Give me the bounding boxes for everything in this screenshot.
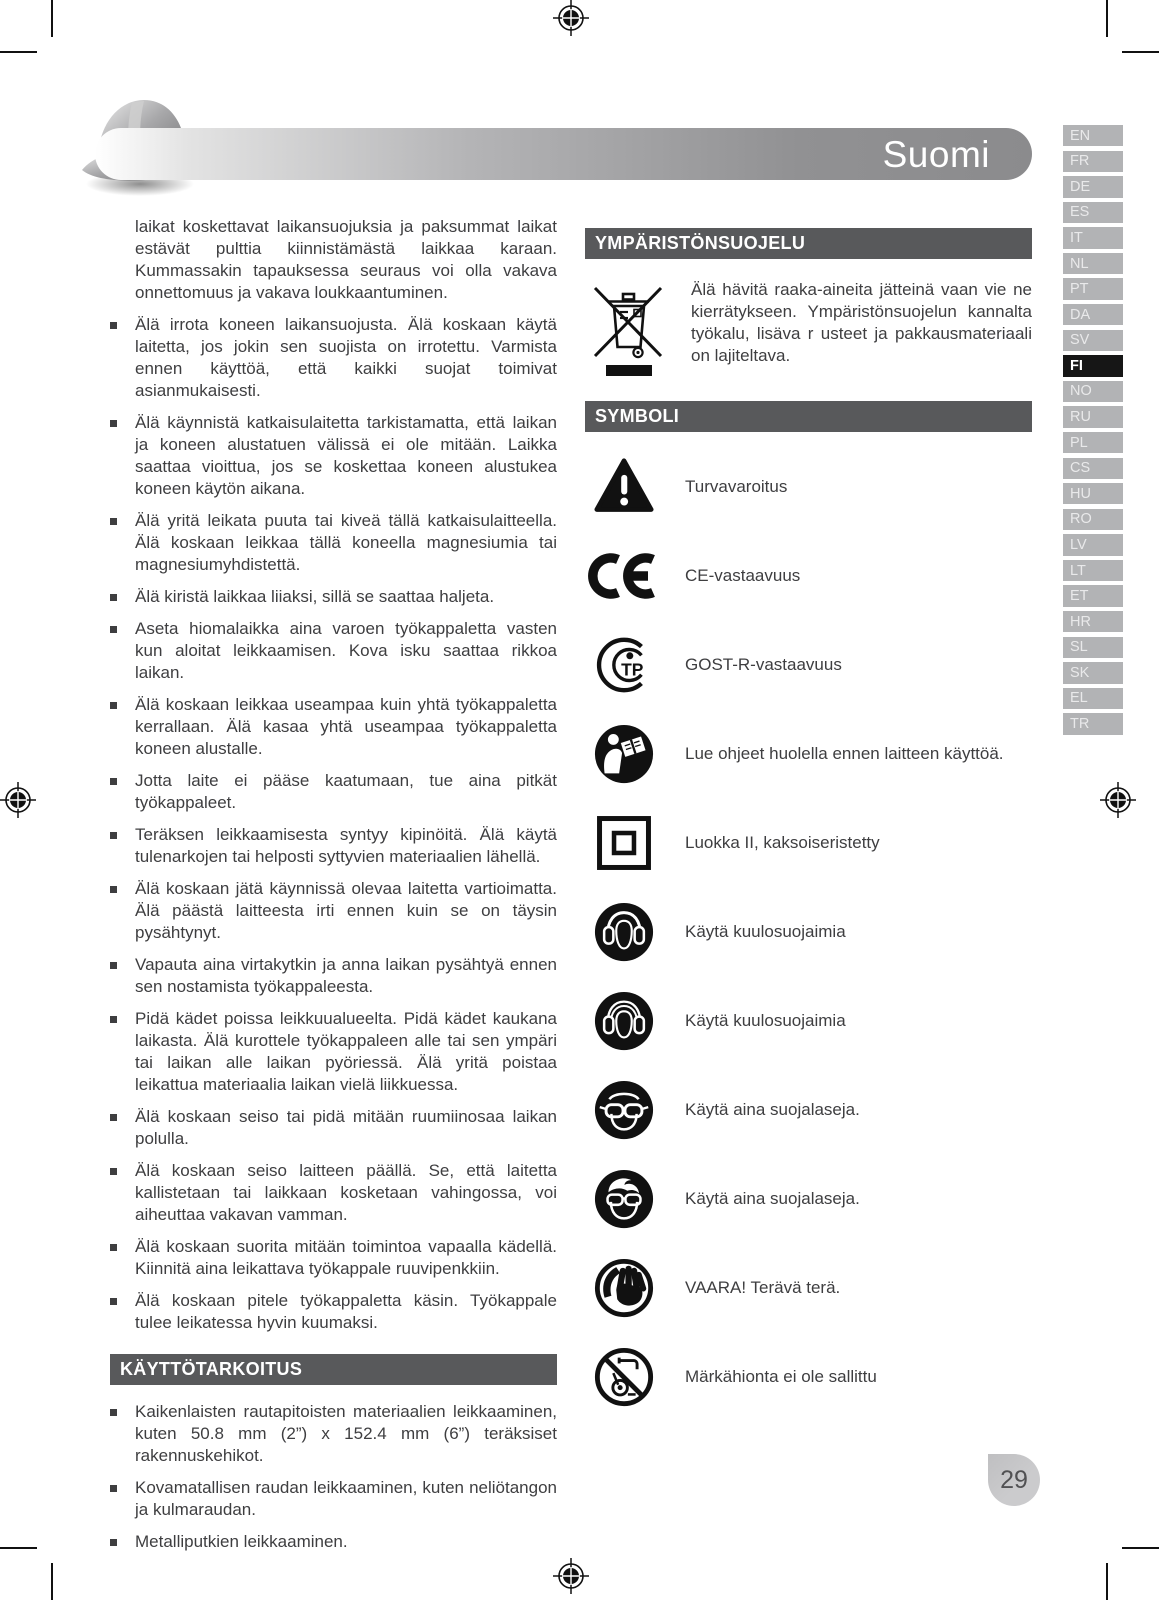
safety-bullet-text: Älä koskaan suorita mitään toimintoa vapaalla kädellä. Kiinnitä aina leikattava työkappale ruuvipenkkiin. xyxy=(135,1237,557,1278)
language-sidebar xyxy=(1063,125,1123,735)
language-tab: HU xyxy=(1063,483,1123,504)
language-tab: SL xyxy=(1063,637,1123,658)
crop-mark xyxy=(1106,1563,1108,1600)
registration-mark-icon xyxy=(553,1558,589,1594)
safety-bullet-item xyxy=(110,586,557,608)
safety-instructions-column xyxy=(110,216,557,1563)
bullet-square-icon xyxy=(110,1409,117,1416)
safety-bullet-text: Älä kiristä laikkaa liiaksi, sillä se saattaa haljeta. xyxy=(135,587,495,606)
symbol-row xyxy=(585,798,1032,887)
language-tab: ET xyxy=(1063,585,1123,606)
crop-mark xyxy=(0,51,37,53)
language-tab: NO xyxy=(1063,381,1123,402)
registration-mark-icon xyxy=(553,0,589,36)
safety-glasses-icon xyxy=(585,1168,663,1230)
usage-bullet-text: Kaikenlaisten rautapitoisten materiaalien leikkaaminen, kuten 50.8 mm (2”) x 152.4 mm (6”) teräksiset rakennuskehikot. xyxy=(135,1402,557,1465)
symbol-row xyxy=(585,1154,1032,1243)
safety-bullet-text: Älä käynnistä katkaisulaitetta tarkistamatta, että laikan ja koneen alustatuen välissä ei ole mitään. Laikka saattaa vioittua, jos se koskettaa koneen alustukea koneen käytön aikana. xyxy=(135,413,557,498)
safety-bullet-text: Älä koskaan seiso tai pidä mitään ruumiinosaa laikan polulla. xyxy=(135,1107,557,1148)
crop-mark xyxy=(51,0,53,37)
bullet-square-icon xyxy=(110,420,117,427)
safety-bullet-text: Teräksen leikkaamisesta syntyy kipinöitä. Älä käytä tulenarkojen tai helposti syttyvien materiaalien lähellä. xyxy=(135,825,557,866)
symbol-row xyxy=(585,531,1032,620)
language-tab: EL xyxy=(1063,688,1123,709)
crop-mark xyxy=(0,1547,37,1549)
safety-bullet-text: Älä yritä leikata puuta tai kiveä tällä katkaisulaitteella. Älä koskaan leikkaa tällä koneella magnesiumia tai magnesiumyhdistettä. xyxy=(135,511,557,574)
symbols-section-header: SYMBOLI xyxy=(585,401,1032,432)
symbol-label: Luokka II, kaksoiseristetty xyxy=(685,832,880,852)
symbol-row xyxy=(585,976,1032,1065)
language-tab: FR xyxy=(1063,151,1123,172)
environment-section-header: YMPÄRISTÖNSUOJELU xyxy=(585,228,1032,259)
language-tab: HR xyxy=(1063,611,1123,632)
safety-bullet-text: Vapauta aina virtakytkin ja anna laikan pysähtyä ennen sen nostamista työkappaleesta. xyxy=(135,955,557,996)
safety-bullet-item xyxy=(110,1236,557,1280)
safety-bullet-text: Älä koskaan pitele työkappaletta käsin. Työkappale tulee leikatessa hyvin kuumaksi. xyxy=(135,1291,557,1332)
crop-mark xyxy=(1122,51,1159,53)
warning-triangle-icon xyxy=(585,457,663,517)
usage-bullet-item xyxy=(110,1477,557,1521)
ce-mark-icon xyxy=(585,553,663,599)
bullet-square-icon xyxy=(110,1244,117,1251)
language-tab: LV xyxy=(1063,534,1123,555)
bullet-square-icon xyxy=(110,1114,117,1121)
symbol-label: Turvavaroitus xyxy=(685,476,788,496)
symbol-label: Lue ohjeet huolella ennen laitteen käyttöä. xyxy=(685,743,1004,763)
page-header-banner xyxy=(95,128,1032,180)
symbol-label: VAARA! Terävä terä. xyxy=(685,1277,841,1297)
page-number-badge xyxy=(988,1454,1040,1506)
symbol-row xyxy=(585,1332,1032,1421)
language-tab: ES xyxy=(1063,202,1123,223)
language-tab: PL xyxy=(1063,432,1123,453)
safety-bullet-list xyxy=(110,314,557,1334)
usage-bullet-item xyxy=(110,1401,557,1467)
symbol-label: CE-vastaavuus xyxy=(685,565,801,585)
bullet-square-icon xyxy=(110,1298,117,1305)
language-tab: LT xyxy=(1063,560,1123,581)
bullet-square-icon xyxy=(110,778,117,785)
symbol-label: Käytä aina suojalaseja. xyxy=(685,1099,860,1119)
ear-protection-icon xyxy=(585,901,663,963)
language-tab: DE xyxy=(1063,176,1123,197)
symbol-row xyxy=(585,887,1032,976)
language-tab: IT xyxy=(1063,227,1123,248)
bullet-square-icon xyxy=(110,702,117,709)
bullet-square-icon xyxy=(110,962,117,969)
environment-row xyxy=(585,279,1032,377)
read-manual-icon xyxy=(585,723,663,785)
registration-mark-icon xyxy=(1100,782,1136,818)
language-tab: RO xyxy=(1063,509,1123,530)
symbol-label: Käytä kuulosuojaimia xyxy=(685,1010,846,1030)
bullet-square-icon xyxy=(110,1016,117,1023)
safety-bullet-item xyxy=(110,1160,557,1226)
usage-bullet-list xyxy=(110,1401,557,1553)
language-tab: EN xyxy=(1063,125,1123,146)
language-tab: SV xyxy=(1063,330,1123,351)
safety-bullet-item xyxy=(110,694,557,760)
language-tab: FI xyxy=(1063,355,1123,376)
symbol-label: Märkähionta ei ole sallittu xyxy=(685,1366,877,1386)
page-title: Suomi xyxy=(882,133,990,175)
class-ii-double-insulated-icon xyxy=(585,814,663,872)
safety-bullet-text: Älä koskaan seiso laitteen päällä. Se, että laitetta kallistetaan tai laikkaan kosketaan vahingossa, voi aiheuttaa vakavan vamman. xyxy=(135,1161,557,1224)
safety-bullet-item xyxy=(110,770,557,814)
language-tab: CS xyxy=(1063,458,1123,479)
usage-bullet-text: Metalliputkien leikkaaminen. xyxy=(135,1532,348,1551)
symbol-row xyxy=(585,442,1032,531)
symbols-column xyxy=(585,228,1032,1421)
symbol-row xyxy=(585,1243,1032,1332)
safety-bullet-text: Pidä kädet poissa leikkuualueelta. Pidä kädet kaukana laikasta. Älä kurottele työkappaleen alle tai sen ympäri tai laikan alle laikan pyöriessä. Älä yritä poistaa leikattua materiaalia laikan vielä liikkuessa. xyxy=(135,1009,557,1094)
bullet-square-icon xyxy=(110,886,117,893)
weee-crossed-bin-icon xyxy=(593,281,665,377)
symbol-label: Käytä kuulosuojaimia xyxy=(685,921,846,941)
safety-bullet-item xyxy=(110,412,557,500)
sharp-blade-hand-icon xyxy=(585,1257,663,1319)
bullet-square-icon xyxy=(110,1168,117,1175)
language-tab: RU xyxy=(1063,406,1123,427)
ear-protection-headband-icon xyxy=(585,990,663,1052)
registration-mark-icon xyxy=(0,782,36,818)
usage-bullet-text: Kovamatallisen raudan leikkaaminen, kuten neliötangon ja kulmaraudan. xyxy=(135,1478,557,1519)
safety-bullet-item xyxy=(110,314,557,402)
safety-bullet-item xyxy=(110,954,557,998)
environment-text: Älä hävitä raaka-aineita jätteinä vaan vie ne kierrätykseen. Ympäristönsuojelun kannalta työkalu, lisäva r usteet ja pakkausmateriaali on lajiteltava. xyxy=(691,280,1032,365)
crop-mark xyxy=(51,1563,53,1600)
usage-bullet-item xyxy=(110,1531,557,1553)
safety-bullet-item xyxy=(110,1290,557,1334)
crop-mark xyxy=(1106,0,1108,37)
safety-bullet-item xyxy=(110,824,557,868)
bullet-square-icon xyxy=(110,518,117,525)
safety-bullet-item xyxy=(110,510,557,576)
usage-section-header: KÄYTTÖTARKOITUS xyxy=(110,1354,557,1385)
safety-bullet-text: Jotta laite ei pääse kaatumaan, tue aina pitkät työkappaleet. xyxy=(135,771,557,812)
language-tab: SK xyxy=(1063,662,1123,683)
symbol-label: GOST-R-vastaavuus xyxy=(685,654,842,674)
bullet-square-icon xyxy=(110,1485,117,1492)
safety-bullet-item xyxy=(110,1106,557,1150)
safety-bullet-item xyxy=(110,1008,557,1096)
gost-r-icon xyxy=(585,634,663,696)
safety-bullet-text: Älä irrota koneen laikansuojusta. Älä koskaan käytä laitetta, jos jokin sen suojista on irrotettu. Varmista ennen käyttöä, että kaikki suojat toimivat asianmukaisesti. xyxy=(135,315,557,400)
safety-bullet-item xyxy=(110,878,557,944)
bullet-square-icon xyxy=(110,322,117,329)
bullet-square-icon xyxy=(110,594,117,601)
svg-text:TP: TP xyxy=(621,659,644,680)
symbol-row xyxy=(585,620,1032,709)
safety-bullet-text: Aseta hiomalaikka aina varoen työkappaletta vasten kun aloitat leikkaamisen. Kova isku saattaa rikkoa laikan. xyxy=(135,619,557,682)
language-tab: TR xyxy=(1063,713,1123,734)
symbol-row xyxy=(585,1065,1032,1154)
bullet-square-icon xyxy=(110,832,117,839)
crop-mark xyxy=(1122,1547,1159,1549)
language-tab: PT xyxy=(1063,278,1123,299)
bullet-square-icon xyxy=(110,626,117,633)
safety-goggles-icon xyxy=(585,1079,663,1141)
bullet-square-icon xyxy=(110,1539,117,1546)
no-wet-grinding-icon xyxy=(585,1346,663,1408)
symbol-label: Käytä aina suojalaseja. xyxy=(685,1188,860,1208)
symbol-row xyxy=(585,709,1032,798)
safety-bullet-item xyxy=(110,618,557,684)
symbols-list xyxy=(585,442,1032,1421)
safety-bullet-text: Älä koskaan jätä käynnissä olevaa laitetta vartioimatta. Älä päästä laitteesta irti ennen kuin se on täysin pysähtynyt. xyxy=(135,879,557,942)
language-tab: NL xyxy=(1063,253,1123,274)
intro-paragraph: laikat koskettavat laikansuojuksia ja paksummat laikat estävät pulttia kiinnistämästä laikkaa karaan. Kummassakin tapauksessa seuraus voi olla vakava onnettomuus ja vakava loukkaantuminen. xyxy=(135,217,557,302)
safety-bullet-text: Älä koskaan leikkaa useampaa kuin yhtä työkappaletta kerrallaan. Älä kasaa yhtä useampaa työkappaletta koneen alustalle. xyxy=(135,695,557,758)
language-tab: DA xyxy=(1063,304,1123,325)
page-number: 29 xyxy=(1000,1465,1028,1494)
